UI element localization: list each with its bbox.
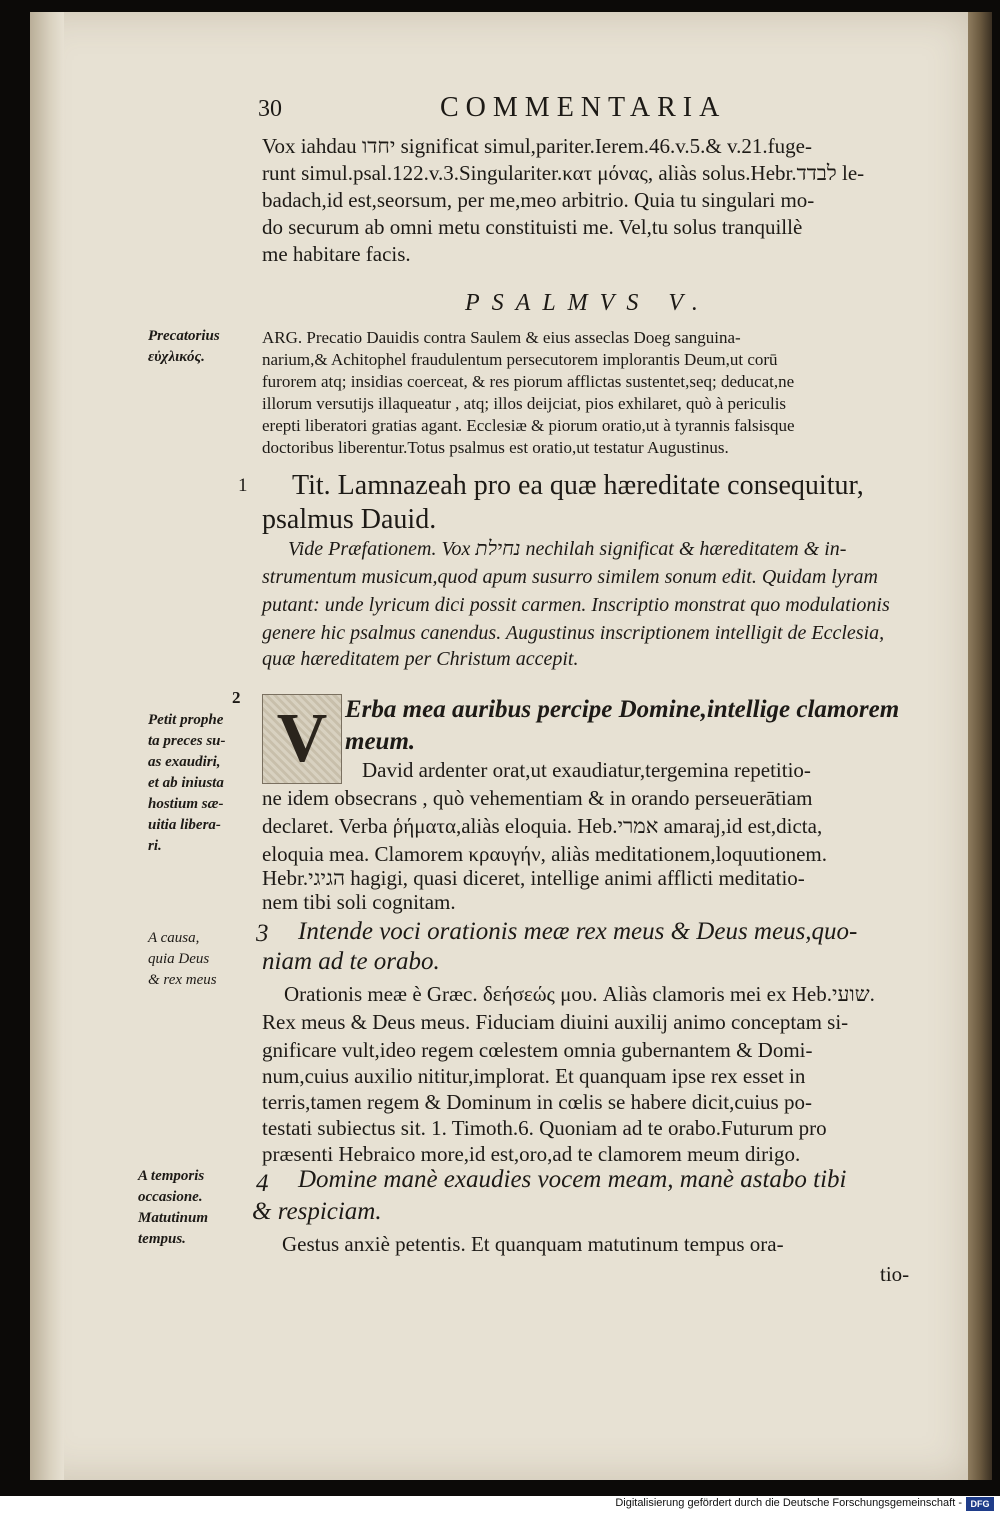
verse-line: Erba mea auribus percipe Domine,intellige clamorem [345, 696, 900, 723]
commentary-line: num,cuius auxilio nititur,implorat. Et quanquam ipse rex esset in [262, 1064, 806, 1088]
commentary-line: quæ hæreditatem per Christum accepit. [262, 648, 579, 670]
margin-note: A temporis occasione. Matutinum tempus. [138, 1168, 209, 1247]
running-title: COMMENTARIA [440, 92, 727, 123]
page-number: 30 [258, 96, 282, 122]
commentary-line: terris,tamen regem & Dominum in cœlis se habere dicit,cuius po- [262, 1090, 812, 1114]
verse-line: & respiciam. [252, 1198, 382, 1225]
argument-line: doctoribus liberentur.Totus psalmus est oratio,ut testatur Augustinus. [262, 438, 729, 457]
commentary-line: Gestus anxiè petentis. Et quanquam matutinum tempus ora- [282, 1232, 784, 1256]
verse-line: Domine manè exaudies vocem meam, manè astabo tibi [298, 1166, 847, 1193]
commentary-line: strumentum musicum,quod apum susurro similem sonum edit. Quidam lyram [262, 566, 878, 588]
commentary-line: putant: unde lyricum dici possit carmen. Inscriptio monstrat quo modulationis [262, 594, 890, 616]
verse-number: 3 [256, 920, 269, 947]
commentary-line: Rex meus & Deus meus. Fiduciam diuini auxilij animo conceptam si- [262, 1010, 849, 1034]
commentary-line: nem tibi soli cognitam. [262, 890, 456, 914]
verse-line: Tit. Lamnazeah pro ea quæ hæreditate consequitur, [292, 470, 864, 501]
commentary-line: ne idem obsecrans , quò vehementiam & in orando perseuerātiam [262, 786, 813, 810]
dfg-logo: DFG [966, 1497, 994, 1511]
verse-number: 4 [256, 1170, 269, 1197]
margin-note: Precatorius εὐχλικός. [148, 328, 220, 365]
argument-line: furorem atq; insidias coerceat, & res piorum afflictas sustentet,seq; deducat,ne [262, 372, 795, 391]
verse-number: 2 [232, 688, 241, 707]
decorated-initial: V [262, 694, 342, 784]
verse-line: psalmus Dauid. [262, 504, 437, 535]
catchword: tio- [880, 1262, 910, 1286]
psalm-title: PSALMVS V. [465, 290, 710, 316]
verse-number: 1 [238, 475, 248, 496]
verse-line: meum. [345, 728, 416, 755]
argument-line: illorum versutijs illaqueatur , atq; illos deijciat, pios exhilaret, quò à periculis [262, 394, 787, 413]
commentary-line: David ardenter orat,ut exaudiatur,tergemina repetitio- [362, 758, 811, 782]
commentary-line: Orationis meæ è Græc. δεήσεώς μου. Aliàs clamoris mei ex Heb.שועי. [284, 982, 875, 1006]
commentary-line: declaret. Verba ῥήματα,aliàs eloquia. Heb.אמרי amaraj,id est,dicta, [262, 814, 823, 838]
argument-line: erepti liberatori gratias agant. Ecclesiæ & piorum oratio,ut à tyrannis falsisque [262, 416, 795, 435]
commentary-line: testati subiectus sit. 1. Timoth.6. Quoniam ad te orabo.Futurum pro [262, 1116, 827, 1140]
text-line: Vox iahdau יחדו significat simul,pariter.Ierem.46.v.5.& v.21.fuge- [262, 134, 812, 158]
digitization-credit: Digitalisierung gefördert durch die Deutsche Forschungsgemeinschaft - [615, 1497, 962, 1509]
commentary-line: Hebr.הגיגי hagigi, quasi diceret, intellige animi afflicti meditatio- [262, 866, 805, 890]
text-line: me habitare facis. [262, 242, 411, 266]
text-line: runt simul.psal.122.v.3.Singulariter.κατ μόνας, aliàs solus.Hebr.לבדד le- [262, 161, 865, 185]
page-gutter [30, 12, 64, 1480]
text-line: badach,id est,seorsum, per me,meo arbitrio. Quia tu singulari mo- [262, 188, 815, 212]
page-edge [968, 12, 992, 1480]
text-line: do securum ab omni metu constituisti me. Vel,tu solus tranquillè [262, 215, 803, 239]
commentary-line: genere hic psalmus canendus. Augustinus inscriptionem intelligit de Ecclesia, [262, 622, 885, 644]
commentary-line: gnificare vult,ideo regem cœlestem omnia gubernantem & Domi- [262, 1038, 813, 1062]
margin-note: A causa, quia Deus & rex meus [148, 930, 217, 988]
verse-line: Intende voci orationis meæ rex meus & Deus meus,quo- [298, 918, 858, 945]
commentary-line: præsenti Hebraico more,id est,oro,ad te clamorem meum dirigo. [262, 1142, 801, 1166]
commentary-line: Vide Præfationem. Vox נחילת nechilah significat & hæreditatem & in- [288, 538, 847, 560]
verse-line: niam ad te orabo. [262, 948, 440, 975]
margin-note: Petit prophe ta preces su- as exaudiri, et ab iniusta hostium sæ- uitia libera- ri. [148, 712, 226, 854]
commentary-line: eloquia mea. Clamorem κραυγήν, aliàs meditationem,loquutionem. [262, 842, 828, 866]
argument-line: ARG. Precatio Dauidis contra Saulem & eius asseclas Doeg sanguina- [262, 328, 741, 347]
argument-line: narium,& Achitophel fraudulentum persecutorem implorantis Deum,ut corū [262, 350, 778, 369]
